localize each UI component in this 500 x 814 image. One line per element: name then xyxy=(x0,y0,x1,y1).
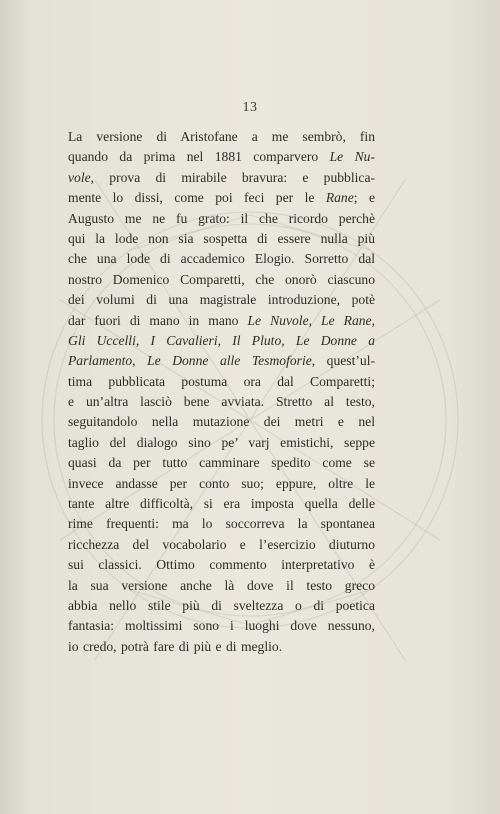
text-line xyxy=(68,270,375,290)
body-text xyxy=(68,127,375,657)
text-run: La versione di Aristofane a me sembrò, fin xyxy=(68,129,375,144)
text-run: e un’altra lasciò bene avviata. Stretto al testo, xyxy=(68,394,375,410)
text-line xyxy=(68,127,375,147)
text-run: invece andasse per conto suo; eppure, oltre le xyxy=(68,475,375,491)
text-run: abbia nello stile più di sveltezza o di poetica xyxy=(68,597,375,613)
text-line xyxy=(68,168,375,188)
text-line xyxy=(68,494,375,514)
text-run: Augusto me ne fu grato: il che ricordo perchè xyxy=(68,210,375,226)
text-run: che una lode di accademico Elogio. Sorretto dal xyxy=(68,251,375,267)
text-run: io credo, potrà fare di più e di meglio. xyxy=(68,638,283,654)
text-run: mente lo dissi, come poi feci per le xyxy=(68,190,326,206)
italic-title: Parlamento, Le Donne alle Tesmoforie xyxy=(68,353,312,369)
text-line xyxy=(68,249,375,269)
text-line xyxy=(68,331,375,351)
page-number: 13 xyxy=(242,100,258,115)
text-run: nostro Domenico Comparetti, che onorò ciascuno xyxy=(68,271,375,287)
italic-title: Gli Uccelli, I Cavalieri, Il Pluto, Le Donne a xyxy=(68,332,375,348)
text-run: , prova di mirabile bravura: e pubblica- xyxy=(90,169,375,185)
italic-title: Le Nu- xyxy=(329,149,375,165)
text-run: rime frequenti: ma lo soccorreva la spontanea xyxy=(68,516,375,532)
text-run: quando da prima nel 1881 comparvero xyxy=(68,149,330,165)
text-run: ricchezza del vocabolario e l’esercizio diuturno xyxy=(68,536,375,552)
text-line xyxy=(68,392,375,412)
text-line xyxy=(68,616,375,636)
text-run: ; e xyxy=(353,190,375,206)
text-line xyxy=(68,290,375,310)
text-line xyxy=(68,433,375,453)
text-run: tima pubblicata postuma ora dal Comparetti; xyxy=(68,373,375,389)
text-line xyxy=(68,209,375,229)
text-line xyxy=(68,453,375,473)
text-run: qui la lode non sia sospetta di essere nulla più xyxy=(68,230,375,246)
text-run: seguitandolo nella mutazione dei metri e nel xyxy=(68,414,375,430)
italic-title: Le Nuvole, Le Rane, xyxy=(247,312,375,328)
text-line xyxy=(68,637,375,657)
text-line xyxy=(68,311,375,331)
text-run: dei volumi di una magistrale introduzione, potè xyxy=(68,292,375,308)
text-line xyxy=(68,188,375,208)
text-line xyxy=(68,372,375,392)
text-run: quasi da per tutto camminare spedito come se xyxy=(68,455,375,471)
text-line xyxy=(68,514,375,534)
text-line xyxy=(68,412,375,432)
text-run: dar fuori di mano in mano xyxy=(68,312,248,328)
text-line xyxy=(68,596,375,616)
text-run: tante altre difficoltà, si era imposta quella delle xyxy=(68,496,375,512)
text-run: taglio del dialogo sino pe’ varj emistichi, seppe xyxy=(68,434,375,450)
text-line xyxy=(68,535,375,555)
text-run: , quest’ul- xyxy=(311,353,375,369)
text-line xyxy=(68,351,375,371)
text-line xyxy=(68,576,375,596)
text-line xyxy=(68,147,375,167)
text-run: sui classici. Ottimo commento interpretativo è xyxy=(68,557,375,573)
text-line xyxy=(68,229,375,249)
text-line xyxy=(68,555,375,575)
italic-title: Rane xyxy=(325,190,354,206)
text-run: la sua versione anche là dove il testo greco xyxy=(68,577,375,593)
text-line xyxy=(68,474,375,494)
text-run: fantasia: moltissimi sono i luoghi dove nessuno, xyxy=(68,618,375,634)
italic-title: vole xyxy=(68,169,91,185)
